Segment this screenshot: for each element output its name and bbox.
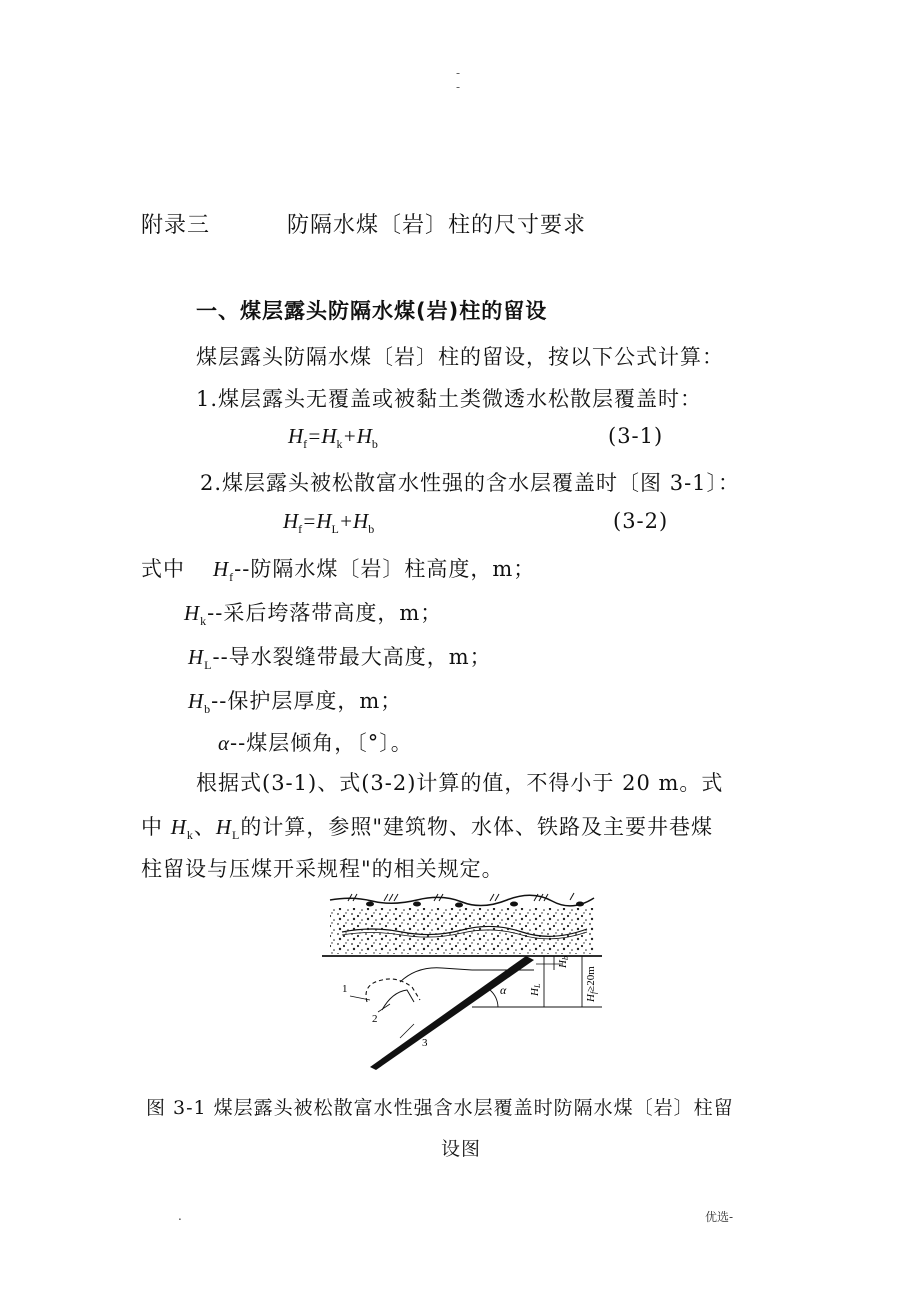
intro-paragraph: 煤层露头防隔水煤〔岩〕柱的留设，按以下公式计算： — [196, 345, 724, 369]
formula-number-3-1: (3-1) — [608, 424, 664, 448]
aquifer-layer — [330, 908, 594, 954]
appendix-label: 附录三 — [141, 213, 211, 238]
para-line-1: 根据式(3-1)、式(3-2)计算的值，不得小于 20 m。式 — [196, 771, 724, 795]
fig-label-hf: Hf≥20m — [585, 966, 598, 1002]
def-hk: $H_k--$采后垮落带高度，m； — [184, 601, 443, 628]
def-alpha: α--煤层倾角，〔°〕。 — [218, 731, 413, 755]
caved-zone-top — [400, 968, 472, 982]
figure-caption-line-2: 设图 — [441, 1138, 482, 1160]
caved-zone-boundary — [382, 990, 414, 1010]
formula-number-3-2: (3-2) — [613, 509, 669, 533]
page-title: 防隔水煤〔岩〕柱的尺寸要求 — [287, 213, 587, 238]
def-hf: 式中 $H_f--$防隔水煤〔岩〕柱高度，m； — [141, 557, 536, 584]
case-1-text: 1.煤层露头无覆盖或被黏土类微透水松散层覆盖时： — [196, 387, 703, 411]
fig-label-2: 2 — [372, 1013, 378, 1025]
header-mark: - — [456, 66, 461, 80]
fig-label-3: 3 — [422, 1037, 428, 1049]
figure-caption-line-1: 图 3-1 煤层露头被松散富水性强含水层覆盖时防隔水煤〔岩〕柱留 — [146, 1097, 734, 1119]
header-mark-2: - — [456, 80, 461, 94]
fig-label-hl: HL — [529, 983, 542, 996]
formula-3-1: $H_f=H_k+H_b$ — [288, 424, 378, 451]
footer-left: . — [178, 1209, 182, 1223]
footer-right: 优选- — [705, 1210, 734, 1224]
fig-label-1: 1 — [342, 983, 348, 995]
para-line-3: 柱留设与压煤开采规程"的相关规定。 — [141, 857, 504, 881]
fig-label-hb: Hb — [557, 956, 570, 968]
def-hb: $H_b--$保护层厚度，m； — [188, 689, 403, 716]
case-2-text: 2.煤层露头被松散富水性强的含水层覆盖时〔图 3-1〕： — [200, 471, 741, 495]
para-line-2: 中 $H_k$、$H_L$的计算，参照"建筑物、水体、铁路及主要井巷煤 — [141, 815, 714, 842]
dip-angle-arc — [490, 990, 498, 1007]
fig-label-alpha: α — [500, 983, 507, 997]
def-hl: $H_L--$导水裂缝带最大高度，m； — [188, 645, 492, 672]
section-heading: 一、煤层露头防隔水煤(岩)柱的留设 — [196, 299, 548, 323]
where-label: 式中 — [141, 557, 185, 581]
coal-seam — [370, 956, 534, 1070]
formula-3-2: $H_f=H_L+H_b$ — [283, 509, 375, 536]
figure-3-1 — [322, 892, 602, 1070]
